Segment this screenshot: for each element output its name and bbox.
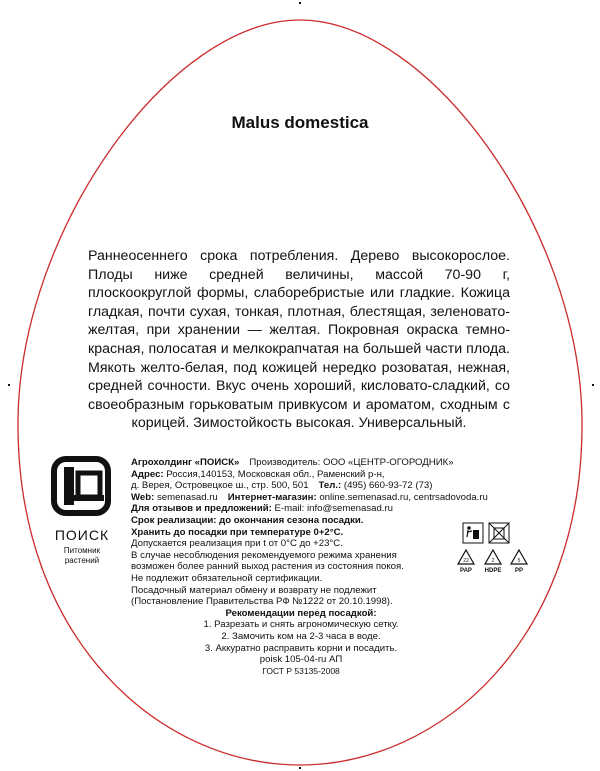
return-line2: (Постановление Правительства РФ №1222 от 20.10.1998). [131,596,393,608]
recommendations [131,608,471,678]
term-text: Срок реализации: до окончания сезона посадки. [131,514,364,526]
feedback-label: Для отзывов и предложений: [131,503,272,515]
holding-row [131,457,571,469]
recycle-pap-icon [458,550,474,574]
address-line2: д. Верея, Островецкое ш., стр. 500, 501 [131,480,309,492]
return-line1: Посадочный материал обмену и возврату не подлежит [131,584,377,596]
tel-label: Тел.: [318,480,342,492]
cut-mark-bottom [299,767,301,769]
sale-temp-text: Допускается реализация при t от 0°С до +23°С. [131,538,343,550]
certification-text: Не подлежит обязательной сертификации. [131,572,323,584]
gost-standard: ГОСТ Р 53135-2008 [262,665,340,676]
address-row [131,469,571,481]
recycle-hdpe-label: HDPE [484,568,502,574]
warning-line2: возможен более ранний выход растения из состояния покоя. [131,561,404,573]
tel: (495) 660-93-72 (73) [343,480,433,492]
storage-text: Хранить до посадки при температуре 0+2°С. [131,526,344,538]
cut-mark-left [8,384,10,386]
recycle-pap-number: 22 [463,558,469,564]
shop-label: Интернет-магазин: [227,491,317,503]
recommendation-1: 1. Разрезать и снять агрономическую сетку. [203,619,399,631]
cut-mark-top [299,2,301,4]
page-title: Malus domestica [231,113,369,132]
recommendation-3: 3. Аккуратно расправить корни и посадить. [204,642,398,654]
feedback-email[interactable]: E-mail: info@semenasad.ru [274,503,394,515]
web-row [131,492,571,504]
recycle-pap-label: PAP [460,568,472,574]
producer: Производитель: ООО «ЦЕНТР-ОГОРОДНИК» [249,457,454,468]
recycle-hdpe-number: 2 [491,558,495,564]
address-line1: Россия,140153, Московская обл., Раменский р-н, [166,468,385,480]
cut-mark-right [592,384,594,386]
address-row-2 [131,480,571,492]
recycle-pp-icon [511,550,527,574]
brand-subtitle-line2: растений [64,556,100,565]
recycle-pp-number: 5 [517,558,521,564]
brand-subtitle [52,546,112,566]
recycle-hdpe-icon [485,550,502,574]
recycle-pp-label: PP [514,568,524,574]
variety-description: Раннеосеннего срока потребления. Дерево высокорослое. Плоды ниже средней величины, массой 70-90 г, плоскоокруглой формы, слаборебристые или гладкие. Кожица гладкая, почти сухая, тонкая, плотная, блестящая, зеленовато-желтая, при хранении — желтая. Покровная окраска темно-красная, полосатая и мелкокрапчатая на большей части плода. Мякоть желто-белая, под кожицей нередко розоватая, нежная, средней сочности. Вкус очень хороший, кисловато-сладкий, со своеобразным горьковатым привкусом и ароматом, сходным с корицей. Зимостойкость высокая. Универсальный. [88,248,510,432]
web-link[interactable]: semenasad.ru [156,491,218,503]
product-code: poisk 105-04-ru АП [259,654,343,666]
holding-name: Агрохолдинг «ПОИСК» [131,457,240,468]
trash-bin-person-icon [463,523,483,543]
feedback-row [131,503,571,515]
shop-link[interactable]: online.semenasad.ru, centrsadovoda.ru [319,491,488,503]
crossed-bin-icon [489,523,509,543]
web-label: Web: [131,491,155,503]
address-label: Адрес: [131,468,164,480]
brand-subtitle-line1: Питомник [63,546,101,555]
poisk-logo-icon [50,455,112,517]
recommendation-2: 2. Замочить ком на 2-3 часа в воде. [221,630,381,642]
brand-name: ПОИСК [54,527,110,543]
recycling-icons [455,522,535,580]
recommendations-title: Рекомендации перед посадкой: [225,607,377,619]
warning-line1: В случае несоблюдения рекомендуемого режима хранения [131,549,397,561]
